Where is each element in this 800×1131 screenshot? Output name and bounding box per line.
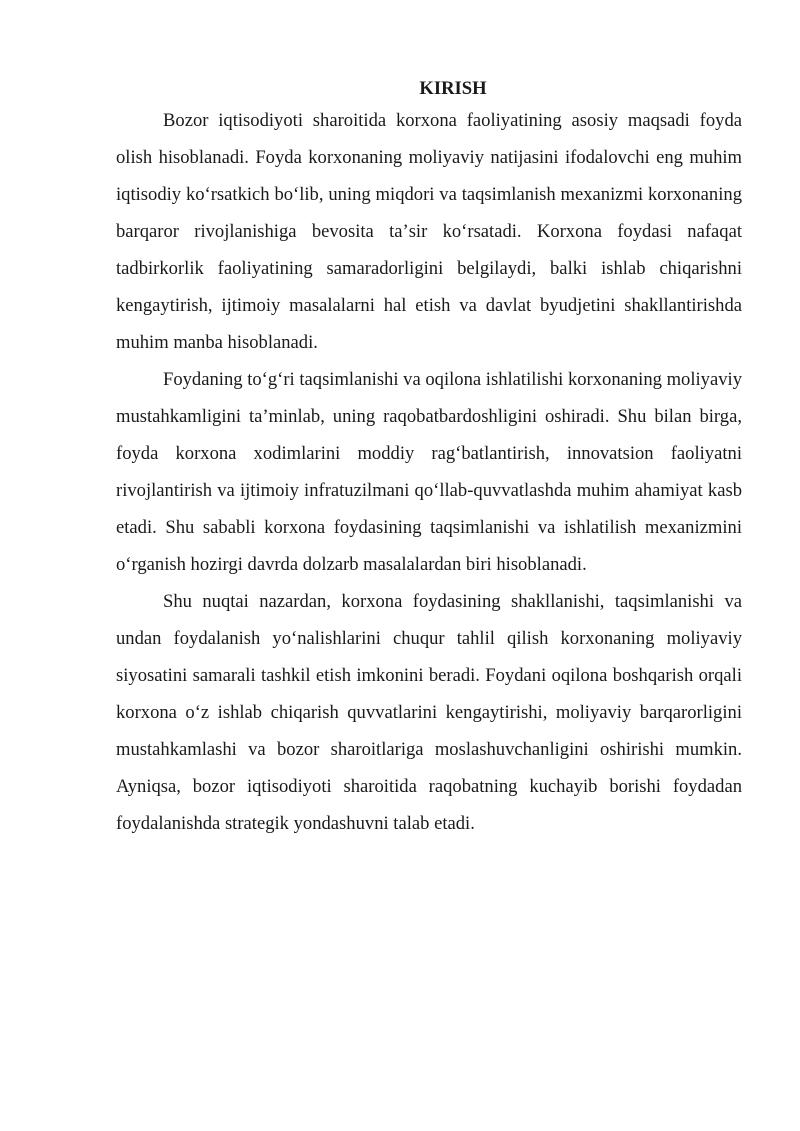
paragraph-2: Foydaning toʻgʻri taqsimlanishi va oqilona ishlatilishi korxonaning moliyaviy mustahkamligini taʼminlab, uning raqobatbardoshligini oshiradi. Shu bilan birga, foyda korxona xodimlarini moddiy ragʻbatlantirish, innovatsion faoliyatni rivojlantirish va ijtimoiy infratuzilmani qoʻllab-quvvatlashda muhim ahamiyat kasb etadi. Shu sababli korxona foydasining taqsimlanishi va ishlatilish mexanizmini oʻrganish hozirgi davrda dolzarb masalalardan biri hisoblanadi. xyxy=(116,369,742,575)
paragraph-1: Bozor iqtisodiyoti sharoitida korxona faoliyatining asosiy maqsadi foyda olish hisoblanadi. Foyda korxonaning moliyaviy natijasini ifodalovchi eng muhim iqtisodiy koʻrsatkich boʻlib, uning miqdori va taqsimlanish mexanizmi korxonaning barqaror rivojlanishiga bevosita taʼsir koʻrsatadi. Korxona foydasi nafaqat tadbirkorlik faoliyatining samaradorligini belgilaydi, balki ishlab chiqarishni kengaytirish, ijtimoiy masalalarni hal etish va davlat byudjetini shakllantirishda muhim manba hisoblanadi. xyxy=(116,110,742,353)
paragraph-3: Shu nuqtai nazardan, korxona foydasining shakllanishi, taqsimlanishi va undan foydalanish yoʻnalishlarini chuqur tahlil qilish korxonaning moliyaviy siyosatini samarali tashkil etish imkonini beradi. Foydani oqilona boshqarish orqali korxona oʻz ishlab chiqarish quvvatlarini kengaytirishi, moliyaviy barqarorligini mustahkamlashi va bozor sharoitlariga moslashuvchanligini oshirishi mumkin. Ayniqsa, bozor iqtisodiyoti sharoitida raqobatning kuchayib borishi foydadan foydalanishda strategik yondashuvni talab etadi. xyxy=(116,591,742,834)
document-body xyxy=(116,76,742,842)
page-title: KIRISH xyxy=(419,78,487,99)
